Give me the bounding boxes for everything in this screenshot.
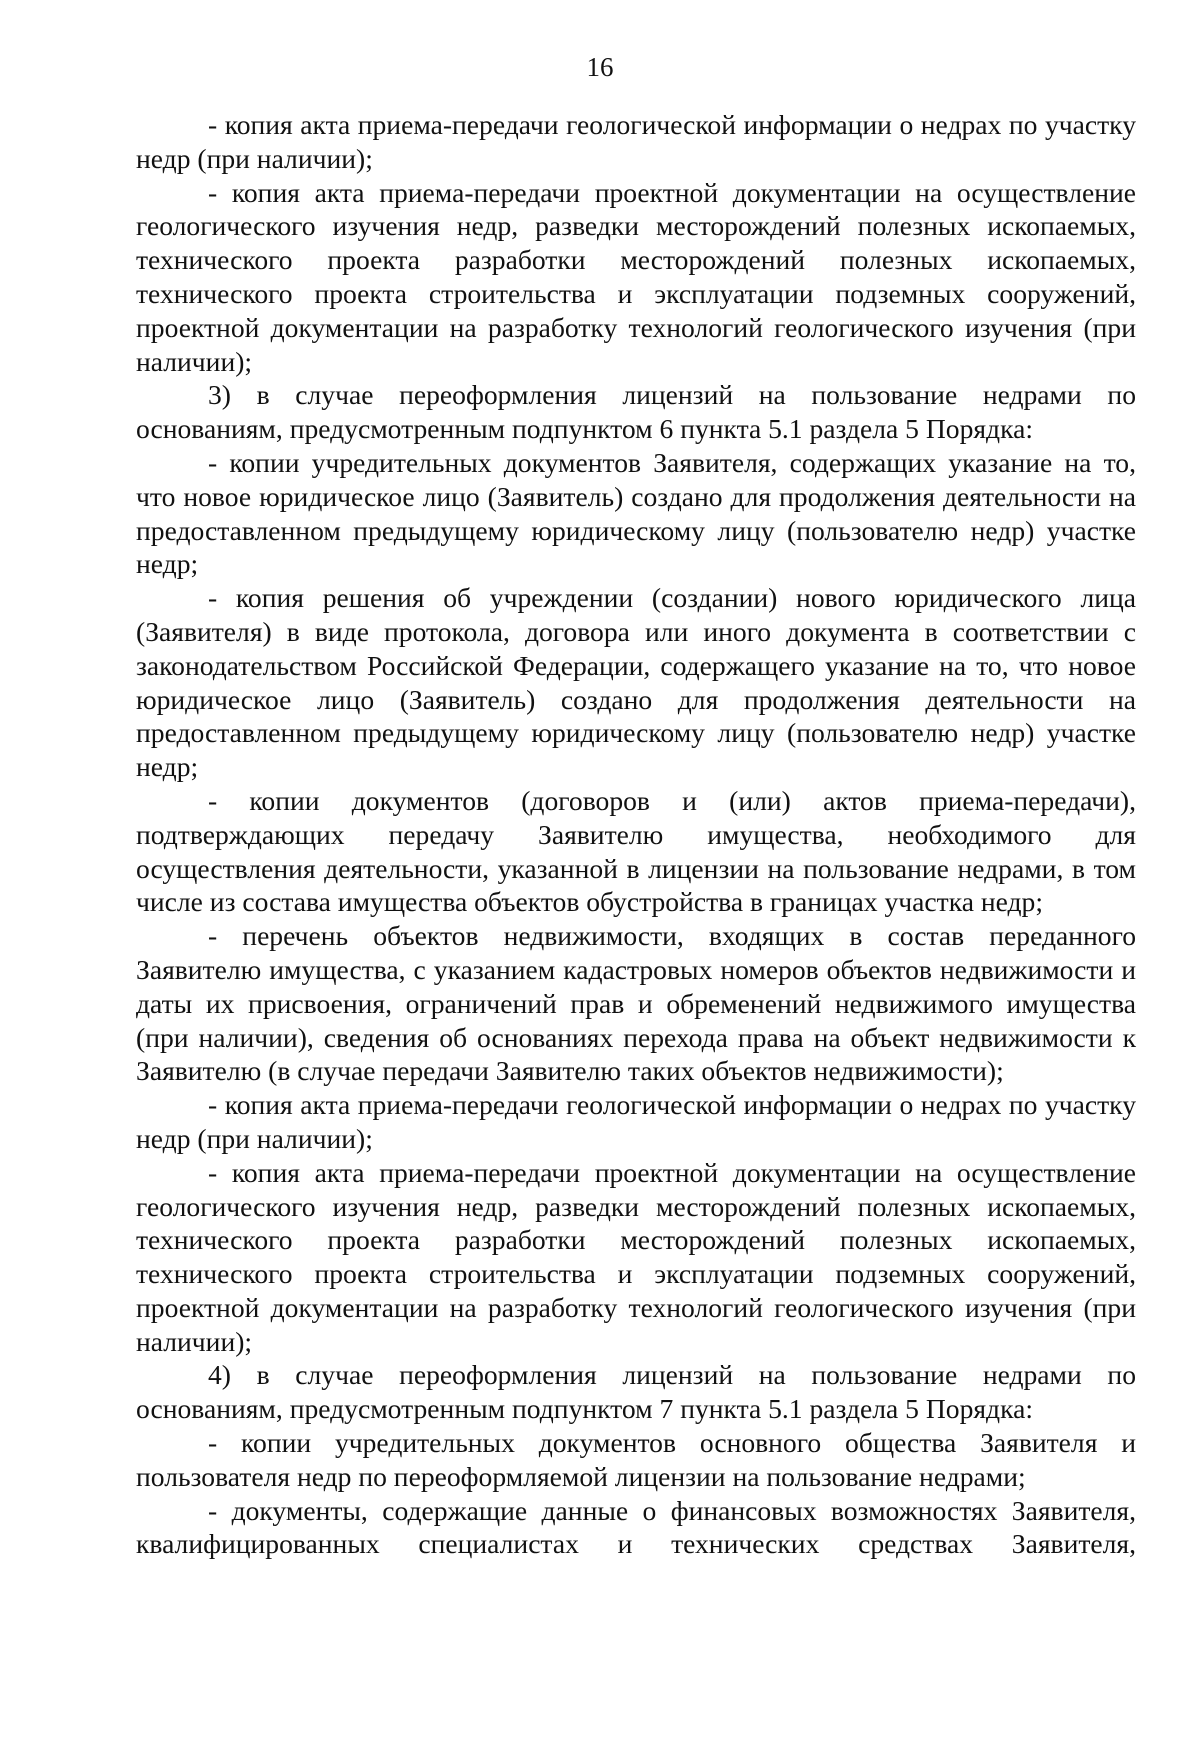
paragraph: 3) в случае переоформления лицензий на пользование недрами по основаниям, предусмотренным подпунктом 6 пункта 5.1 раздела 5 Порядка:	[136, 379, 1136, 445]
paragraph: - копия акта приема-передачи геологической информации о недрах по участку недр (при наличии);	[136, 1089, 1136, 1154]
paragraph: - копия решения об учреждении (создании) нового юридического лица (Заявителя) в виде протокола, договора или иного документа в соответствии с законодательством Российской Федерации, содержащего указание на то, что новое юридическое лицо (Заявитель) создано для продолжения деятельности на предоставленном предыдущему юридическому лицу (пользователю недр) участке недр;	[136, 582, 1136, 783]
paragraph: - копии учредительных документов Заявителя, содержащих указание на то, что новое юридическое лицо (Заявитель) создано для продолжения деятельности на предоставленном предыдущему юридическому лицу (пользователю недр) участке недр;	[136, 446, 1136, 580]
paragraph: - копия акта приема-передачи геологической информации о недрах по участку недр (при наличии);	[136, 109, 1136, 174]
document-body	[136, 108, 1136, 1561]
paragraph: - перечень объектов недвижимости, входящих в состав переданного Заявителю имущества, с указанием кадастровых номеров объектов недвижимости и даты их присвоения, ограничений прав и обременений недвижимого имущества (при наличии), сведения об основаниях перехода права на объект недвижимости к Заявителю (в случае передачи Заявителю таких объектов недвижимости);	[136, 920, 1136, 1087]
page-number: 16	[586, 52, 614, 82]
paragraph: - копии учредительных документов основного общества Заявителя и пользователя недр по переоформляемой лицензии на пользование недрами;	[136, 1427, 1136, 1492]
paragraph: - копия акта приема-передачи проектной документации на осуществление геологического изучения недр, разведки месторождений полезных ископаемых, технического проекта разработки месторождений полезных ископаемых, технического проекта строительства и эксплуатации подземных сооружений, проектной документации на разработку технологий геологического изучения (при наличии);	[136, 176, 1136, 377]
paragraph: - документы, содержащие данные о финансовых возможностях Заявителя, квалифицированных специалистах и технических средствах Заявителя,	[136, 1494, 1136, 1560]
paragraph: - копия акта приема-передачи проектной документации на осуществление геологического изучения недр, разведки месторождений полезных ископаемых, технического проекта разработки месторождений полезных ископаемых, технического проекта строительства и эксплуатации подземных сооружений, проектной документации на разработку технологий геологического изучения (при наличии);	[136, 1156, 1136, 1357]
paragraph: 4) в случае переоформления лицензий на пользование недрами по основаниям, предусмотренным подпунктом 7 пункта 5.1 раздела 5 Порядка:	[136, 1359, 1136, 1425]
paragraph: - копии документов (договоров и (или) актов приема-передачи), подтверждающих передачу Заявителю имущества, необходимого для осуществления деятельности, указанной в лицензии на пользование недрами, в том числе из состава имущества объектов обустройства в границах участка недр;	[136, 784, 1136, 918]
